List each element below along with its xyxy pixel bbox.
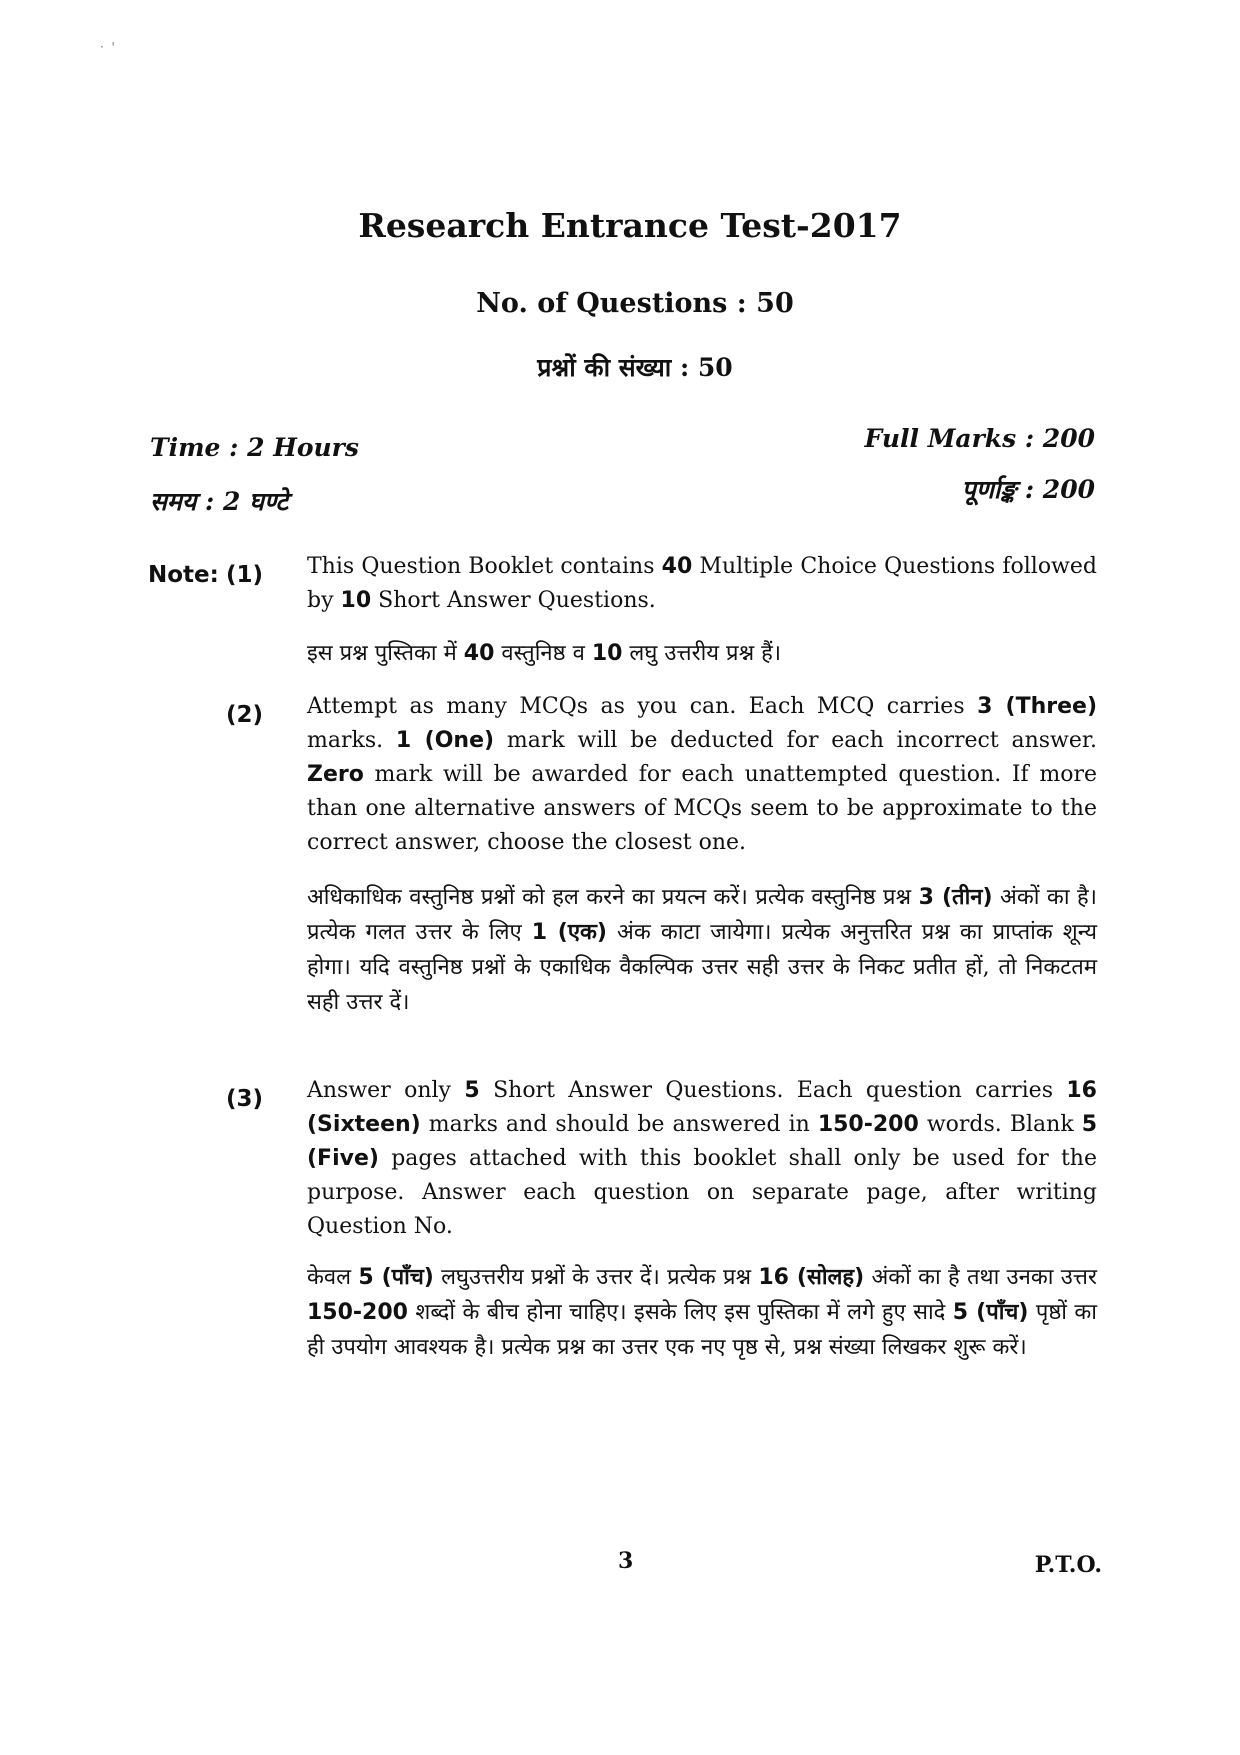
question-count-hindi: प्रश्नों की संख्या : 50 [537, 353, 733, 382]
page-number: 3 [618, 1548, 634, 1574]
scan-specks: · ' [100, 40, 115, 54]
full-marks-english: Full Marks : 200 [864, 424, 1095, 453]
pto-label: P.T.O. [1034, 1552, 1102, 1578]
note-1-english: This Question Booklet contains 40 Multiple Choice Questions followed by 10 Short Answer Questions. [307, 554, 1097, 613]
note-label: Note: [148, 562, 219, 588]
note-3-english: Answer only 5 Short Answer Questions. Each question carries 16 (Sixteen) marks and should be answered in 150-200 words. Blank 5 (Five) pages attached with this booklet shall only be used for the purpose. Answer each question on separate page, after writing Question No. [307, 1078, 1097, 1239]
note-number-2: (2) [226, 702, 264, 728]
note-number-1: (1) [226, 562, 264, 588]
note-1-hindi: इस प्रश्न पुस्तिका में 40 वस्तुनिष्ठ व 10 लघु उत्तरीय प्रश्न हैं। [307, 641, 782, 666]
note-2-hindi: अधिकाधिक वस्तुनिष्ठ प्रश्नों को हल करने का प्रयत्न करें। प्रत्येक वस्तुनिष्ठ प्रश्न 3 (तीन) अंकों का है। प्रत्येक गलत उत्तर के लिए 1 (एक) अंक काटा जायेगा। प्रत्येक अनुत्तरित प्रश्न का प्राप्तांक शून्य होगा। यदि वस्तुनिष्ठ प्रश्नों के एकाधिक वैकल्पिक उत्तर सही उत्तर के निकट प्रतीत हों, तो निकटतम सही उत्तर दें। [307, 885, 1098, 1015]
time-hindi: समय : 2 घण्टे [150, 487, 289, 516]
note-2-english: Attempt as many MCQs as you can. Each MCQ carries 3 (Three) marks. 1 (One) mark will be deducted for each incorrect answer. Zero mark will be awarded for each unattempted question. If more than one alternative answers of MCQs seem to be approximate to the correct answer, choose the closest one. [307, 694, 1098, 855]
page-title: Research Entrance Test-2017 [358, 206, 902, 245]
note-number-3: (3) [226, 1086, 264, 1112]
time-english: Time : 2 Hours [150, 433, 359, 462]
note-3-hindi: केवल 5 (पाँच) लघुउत्तरीय प्रश्नों के उत्तर दें। प्रत्येक प्रश्न 16 (सोलह) अंकों का है तथा उनका उत्तर 150-200 शब्दों के बीच होना चाहिए। इसके लिए इस पुस्तिका में लगे हुए सादे 5 (पाँच) पृष्ठों का ही उपयोग आवश्यक है। प्रत्येक प्रश्न का उत्तर एक नए पृष्ठ से, प्रश्न संख्या लिखकर शुरू करें। [307, 1265, 1097, 1360]
full-marks-hindi: पूर्णाङ्क : 200 [961, 475, 1095, 504]
question-count-english: No. of Questions : 50 [476, 288, 794, 319]
